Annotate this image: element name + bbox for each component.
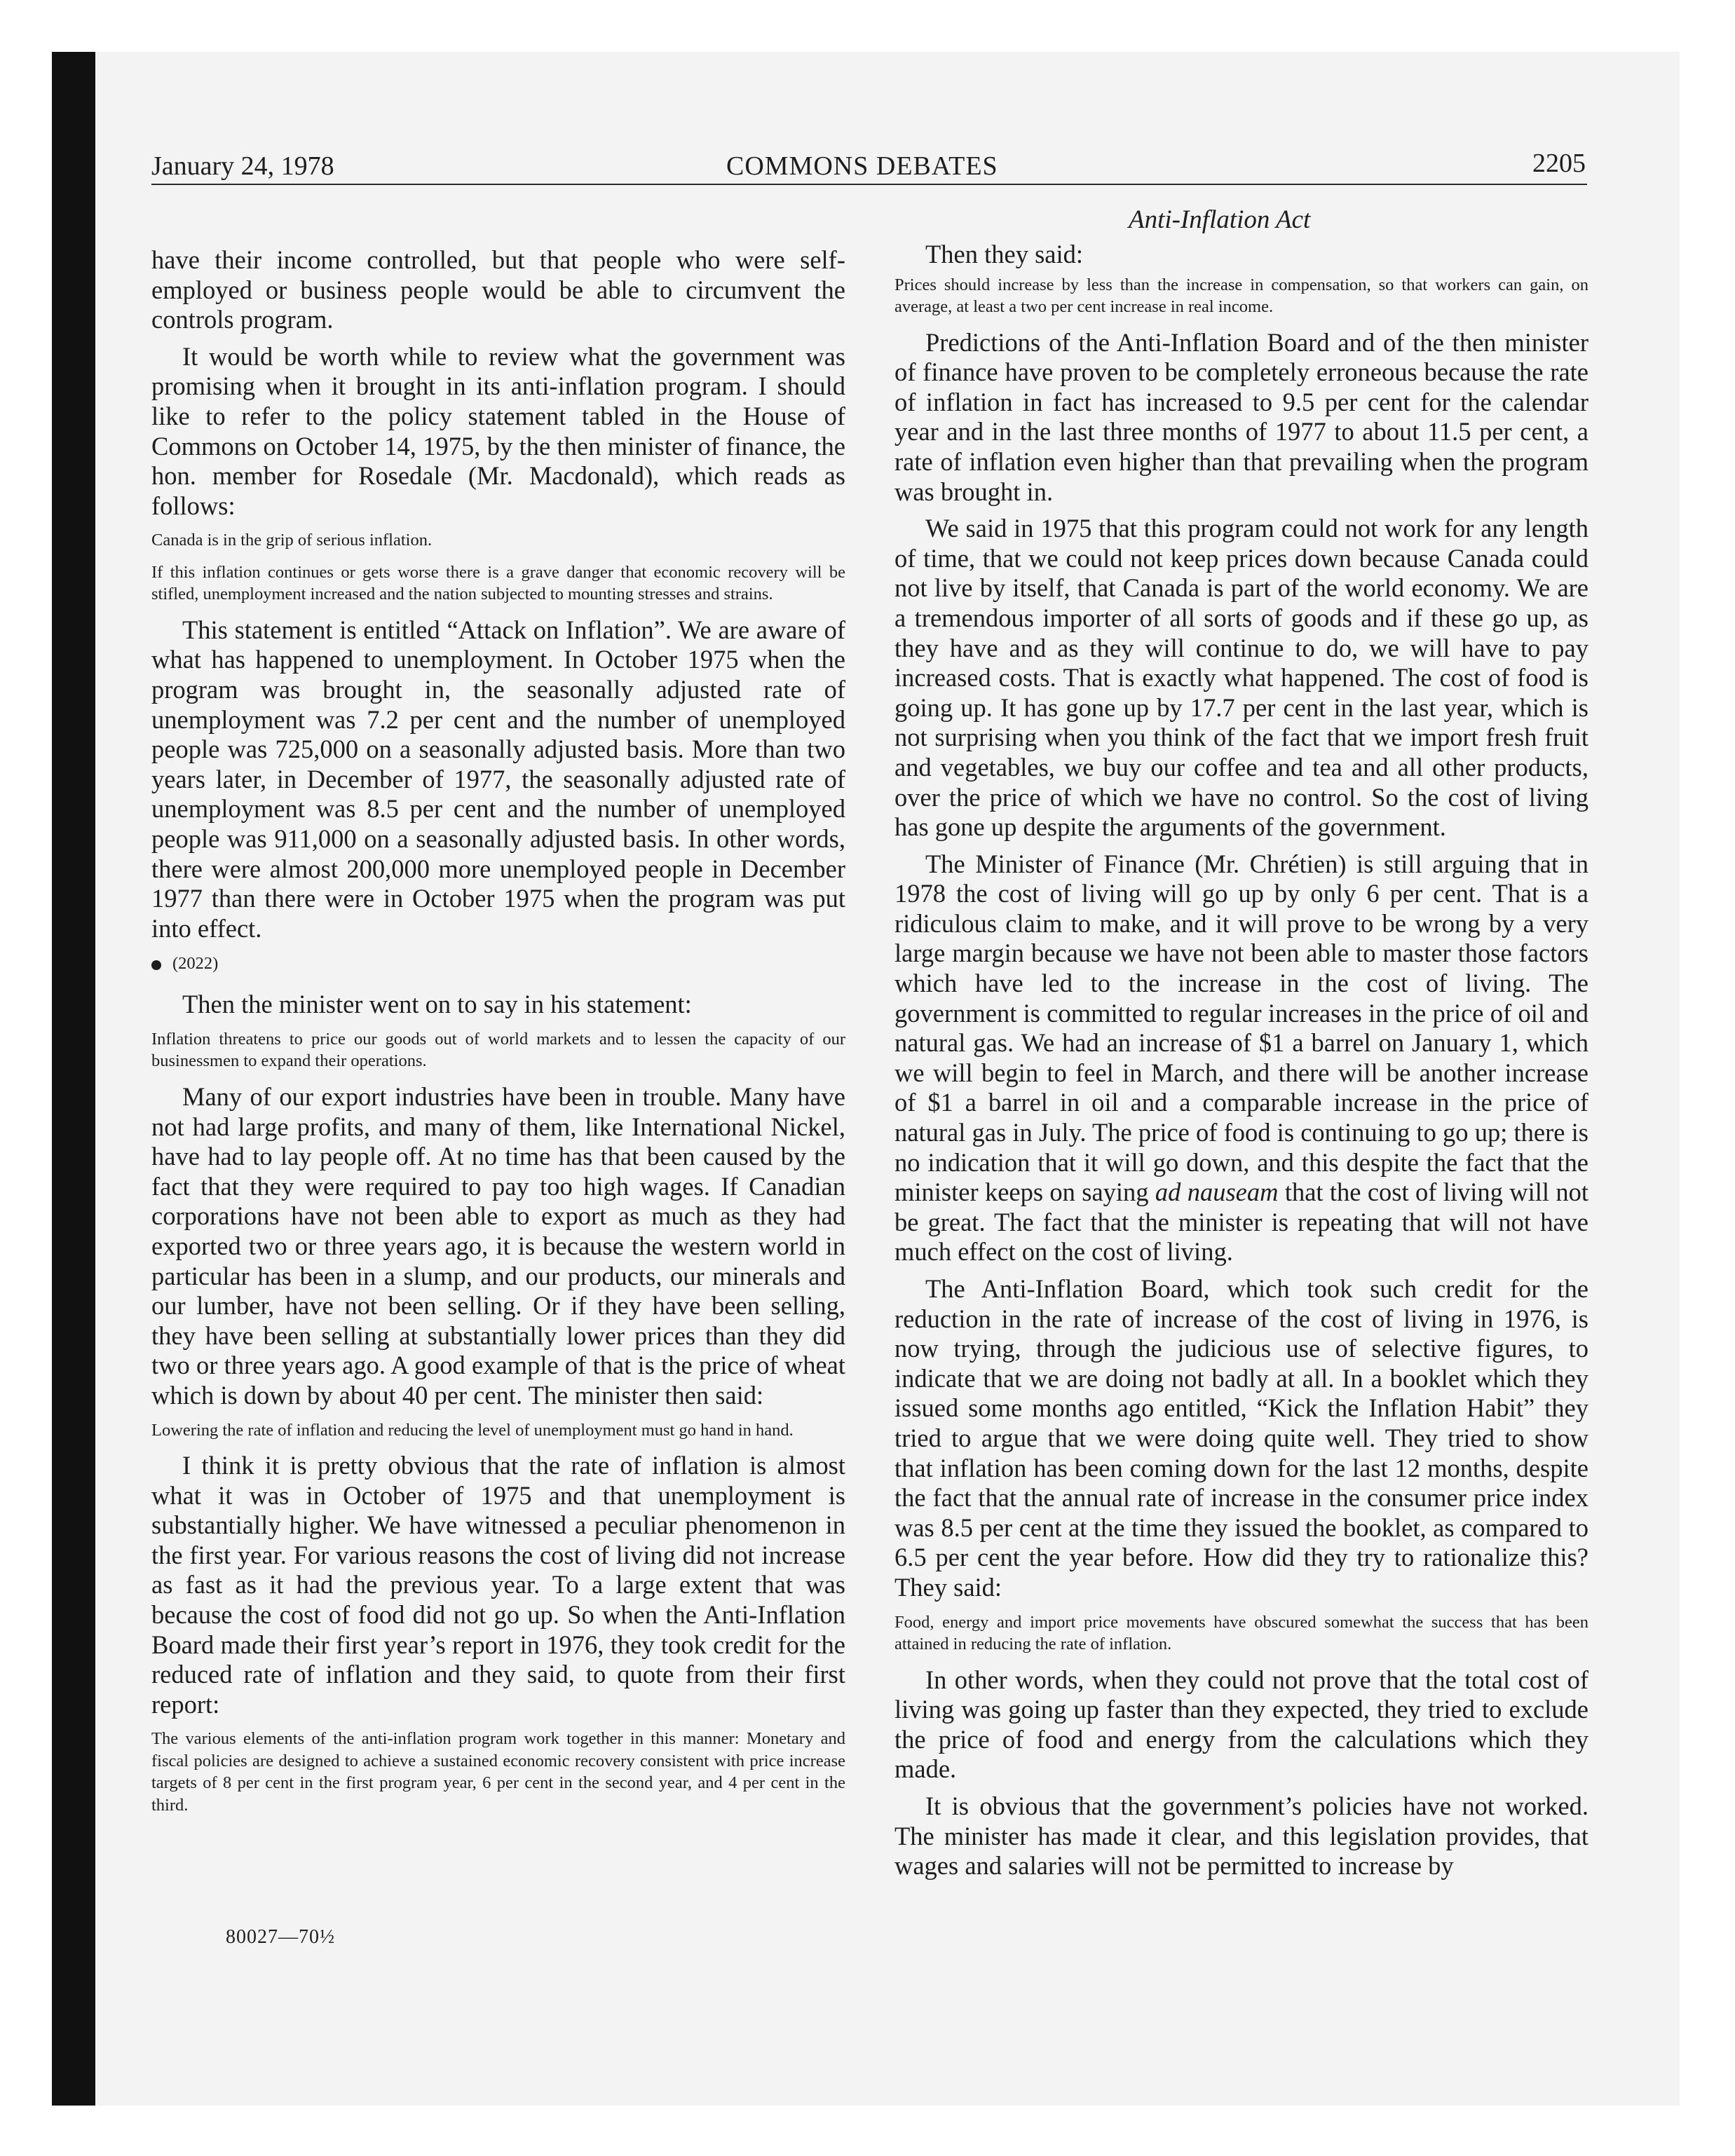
italic-phrase: ad nauseam [1155, 1178, 1279, 1207]
paragraph: have their income controlled, but that people who were self-employed or business people would be able to circumvent the controls program. [151, 245, 845, 334]
paragraph: I think it is pretty obvious that the rate of inflation is almost what it was in October of 1975 and that unemployment is substantially higher. We have witnessed a peculiar phenomenon in the first year. For various reasons the cost of living did not increase as fast as it had the previous year. To a large extent that was because the cost of food did not go up. So when the Anti-Inflation Board made their first year’s report in 1976, they took credit for the reduced rate of inflation and they said, to quote from their first report: [151, 1451, 845, 1719]
page-number: 2205 [1532, 149, 1586, 178]
block-quote: Lowering the rate of inflation and reducing the level of unemployment must go hand in hand. [151, 1420, 794, 1440]
paragraph: The Anti-Inflation Board, which took such credit for the reduction in the rate of increase of the cost of living in 1976, is now trying, through the judicious use of selective figures, to indicate that we are doing not badly at all. In a booklet which they issued some months ago entitled, “Kick the Inflation Habit” they tried to argue that we were doing quite well. They tried to show that inflation has been coming down for the last 12 months, despite the fact that the annual rate of increase in the consumer price index was 8.5 per cent at the time they issued the booklet, as compared to 6.5 per cent the year before. How did they try to rationalize this? They said: [894, 1274, 1588, 1602]
subject-heading: Anti-Inflation Act [1129, 205, 1311, 234]
block-quote: Canada is in the grip of serious inflation. [151, 531, 433, 550]
bullet-icon [151, 960, 161, 970]
header-date: January 24, 1978 [151, 151, 334, 181]
header-title: COMMONS DEBATES [726, 151, 998, 181]
header-rule [151, 184, 1587, 185]
paragraph: Then the minister went on to say in his statement: [182, 990, 692, 1019]
time-marker-text: (2022) [172, 954, 219, 974]
block-quote: Food, energy and import price movements have obscured somewhat the success that has been attained in reducing the rate of inflation. [894, 1612, 1588, 1654]
paragraph: This statement is entitled “Attack on Inflation”. We are aware of what has happened to unemployment. In October 1975 when the program was brought in, the seasonally adjusted rate of unemployment was 7.2 per cent and the number of unemployed people was 725,000 on a seasonally adjusted basis. More than two years later, in December of 1977, the seasonally adjusted rate of unemployment was 8.5 per cent and the number of unemployed people was 911,000 on a seasonally adjusted basis. In other words, there were almost 200,000 more unemployed people in December 1977 than there were in October 1975 when the program was put into effect. [151, 615, 845, 943]
paragraph: Then they said: [925, 240, 1084, 268]
paragraph: Predictions of the Anti-Inflation Board and of the then minister of finance have proven to be completely erroneous because the rate of inflation in fact has increased to 9.5 per cent for the calendar year and in the last three months of 1977 to about 11.5 per cent, a rate of inflation even higher than that prevailing when the program was brought in. [894, 327, 1588, 506]
paragraph-text: that the cost of living will not be great. The fact that the minister is repeating that will not have much effect on the cost of living. [894, 1178, 1589, 1267]
paragraph-text: The Minister of Finance (Mr. Chrétien) is still arguing that in 1978 the cost of living will go up by only 6 per cent. That is a ridiculous claim to make, and it will prove to be wrong by a very large margin because we have not been able to master those factors which have led to the increase in the cost of living. The government is committed to regular increases in the price of oil and natural gas. We had an increase of $1 a barrel on January 1, which we will begin to feel in March, and there will be another increase of $1 a barrel in oil and a comparable increase in the price of natural gas in July. The price of food is continuing to go up; there is no indication that it will go down, and this despite the fact that the minister keeps on saying [894, 849, 1588, 1207]
paragraph [894, 850, 1588, 1267]
time-marker [151, 953, 845, 974]
block-quote: The various elements of the anti-inflation program work together in this manner: Monetary and fiscal policies are designed to achieve a sustained economic recovery consistent with price increase targets of 8 per cent in the first program year, 6 per cent in the second year, and 4 per cent in the third. [151, 1729, 845, 1815]
paragraph: We said in 1975 that this program could not work for any length of time, that we could not keep prices down because Canada could not live by itself, that Canada is part of the world economy. We are a tremendous importer of all sorts of goods and if these go up, as they have and as they will continue to do, we will have to pay increased costs. That is exactly what happened. The cost of food is going up. It has gone up by 17.7 per cent in the last year, which is not surprising when you think of the fact that we import fresh fruit and vegetables, we buy our coffee and tea and all other products, over the price of which we have no control. So the cost of living has gone up despite the arguments of the government. [894, 514, 1588, 842]
scan-edge-bar [52, 52, 95, 2106]
footer-code: 80027—70½ [226, 1926, 335, 1948]
block-quote: If this inflation continues or gets worse there is a grave danger that economic recovery will be stifled, unemployment increased and the nation subjected to mounting stresses and strains. [151, 562, 845, 604]
right-column [894, 240, 1588, 1881]
paragraph: Many of our export industries have been in trouble. Many have not had large profits, and many of them, like International Nickel, have had to lay people off. At no time has that been caused by the fact that they were required to pay too high wages. If Canadian corporations have not been able to export as much as they had exported two or three years ago, it is because the western world in particular has been in a slump, and our products, our minerals and our lumber, have not been selling. Or if they have been selling, they have been selling at substantially lower prices than they did two or three years ago. A good example of that is the price of wheat which is down by about 40 per cent. The minister then said: [151, 1082, 845, 1410]
paragraph: It would be worth while to review what the government was promising when it brought in its anti-inflation program. I should like to refer to the policy statement tabled in the House of Commons on October 14, 1975, by the then minister of finance, the hon. member for Rosedale (Mr. Macdonald), which reads as follows: [151, 341, 845, 520]
paragraph: It is obvious that the government’s policies have not worked. The minister has made it clear, and this legislation provides, that wages and salaries will not be permitted to increase by [894, 1791, 1588, 1881]
block-quote: Prices should increase by less than the increase in compensation, so that workers can gain, on average, at least a two per cent increase in real income. [894, 275, 1588, 317]
paragraph: In other words, when they could not prove that the total cost of living was going up faster than they expected, they tried to exclude the price of food and energy from the calculations which they made. [894, 1665, 1588, 1784]
block-quote: Inflation threatens to price our goods out of world markets and to lessen the capacity of our businessmen to expand their operations. [151, 1029, 845, 1071]
left-column [151, 245, 845, 1826]
